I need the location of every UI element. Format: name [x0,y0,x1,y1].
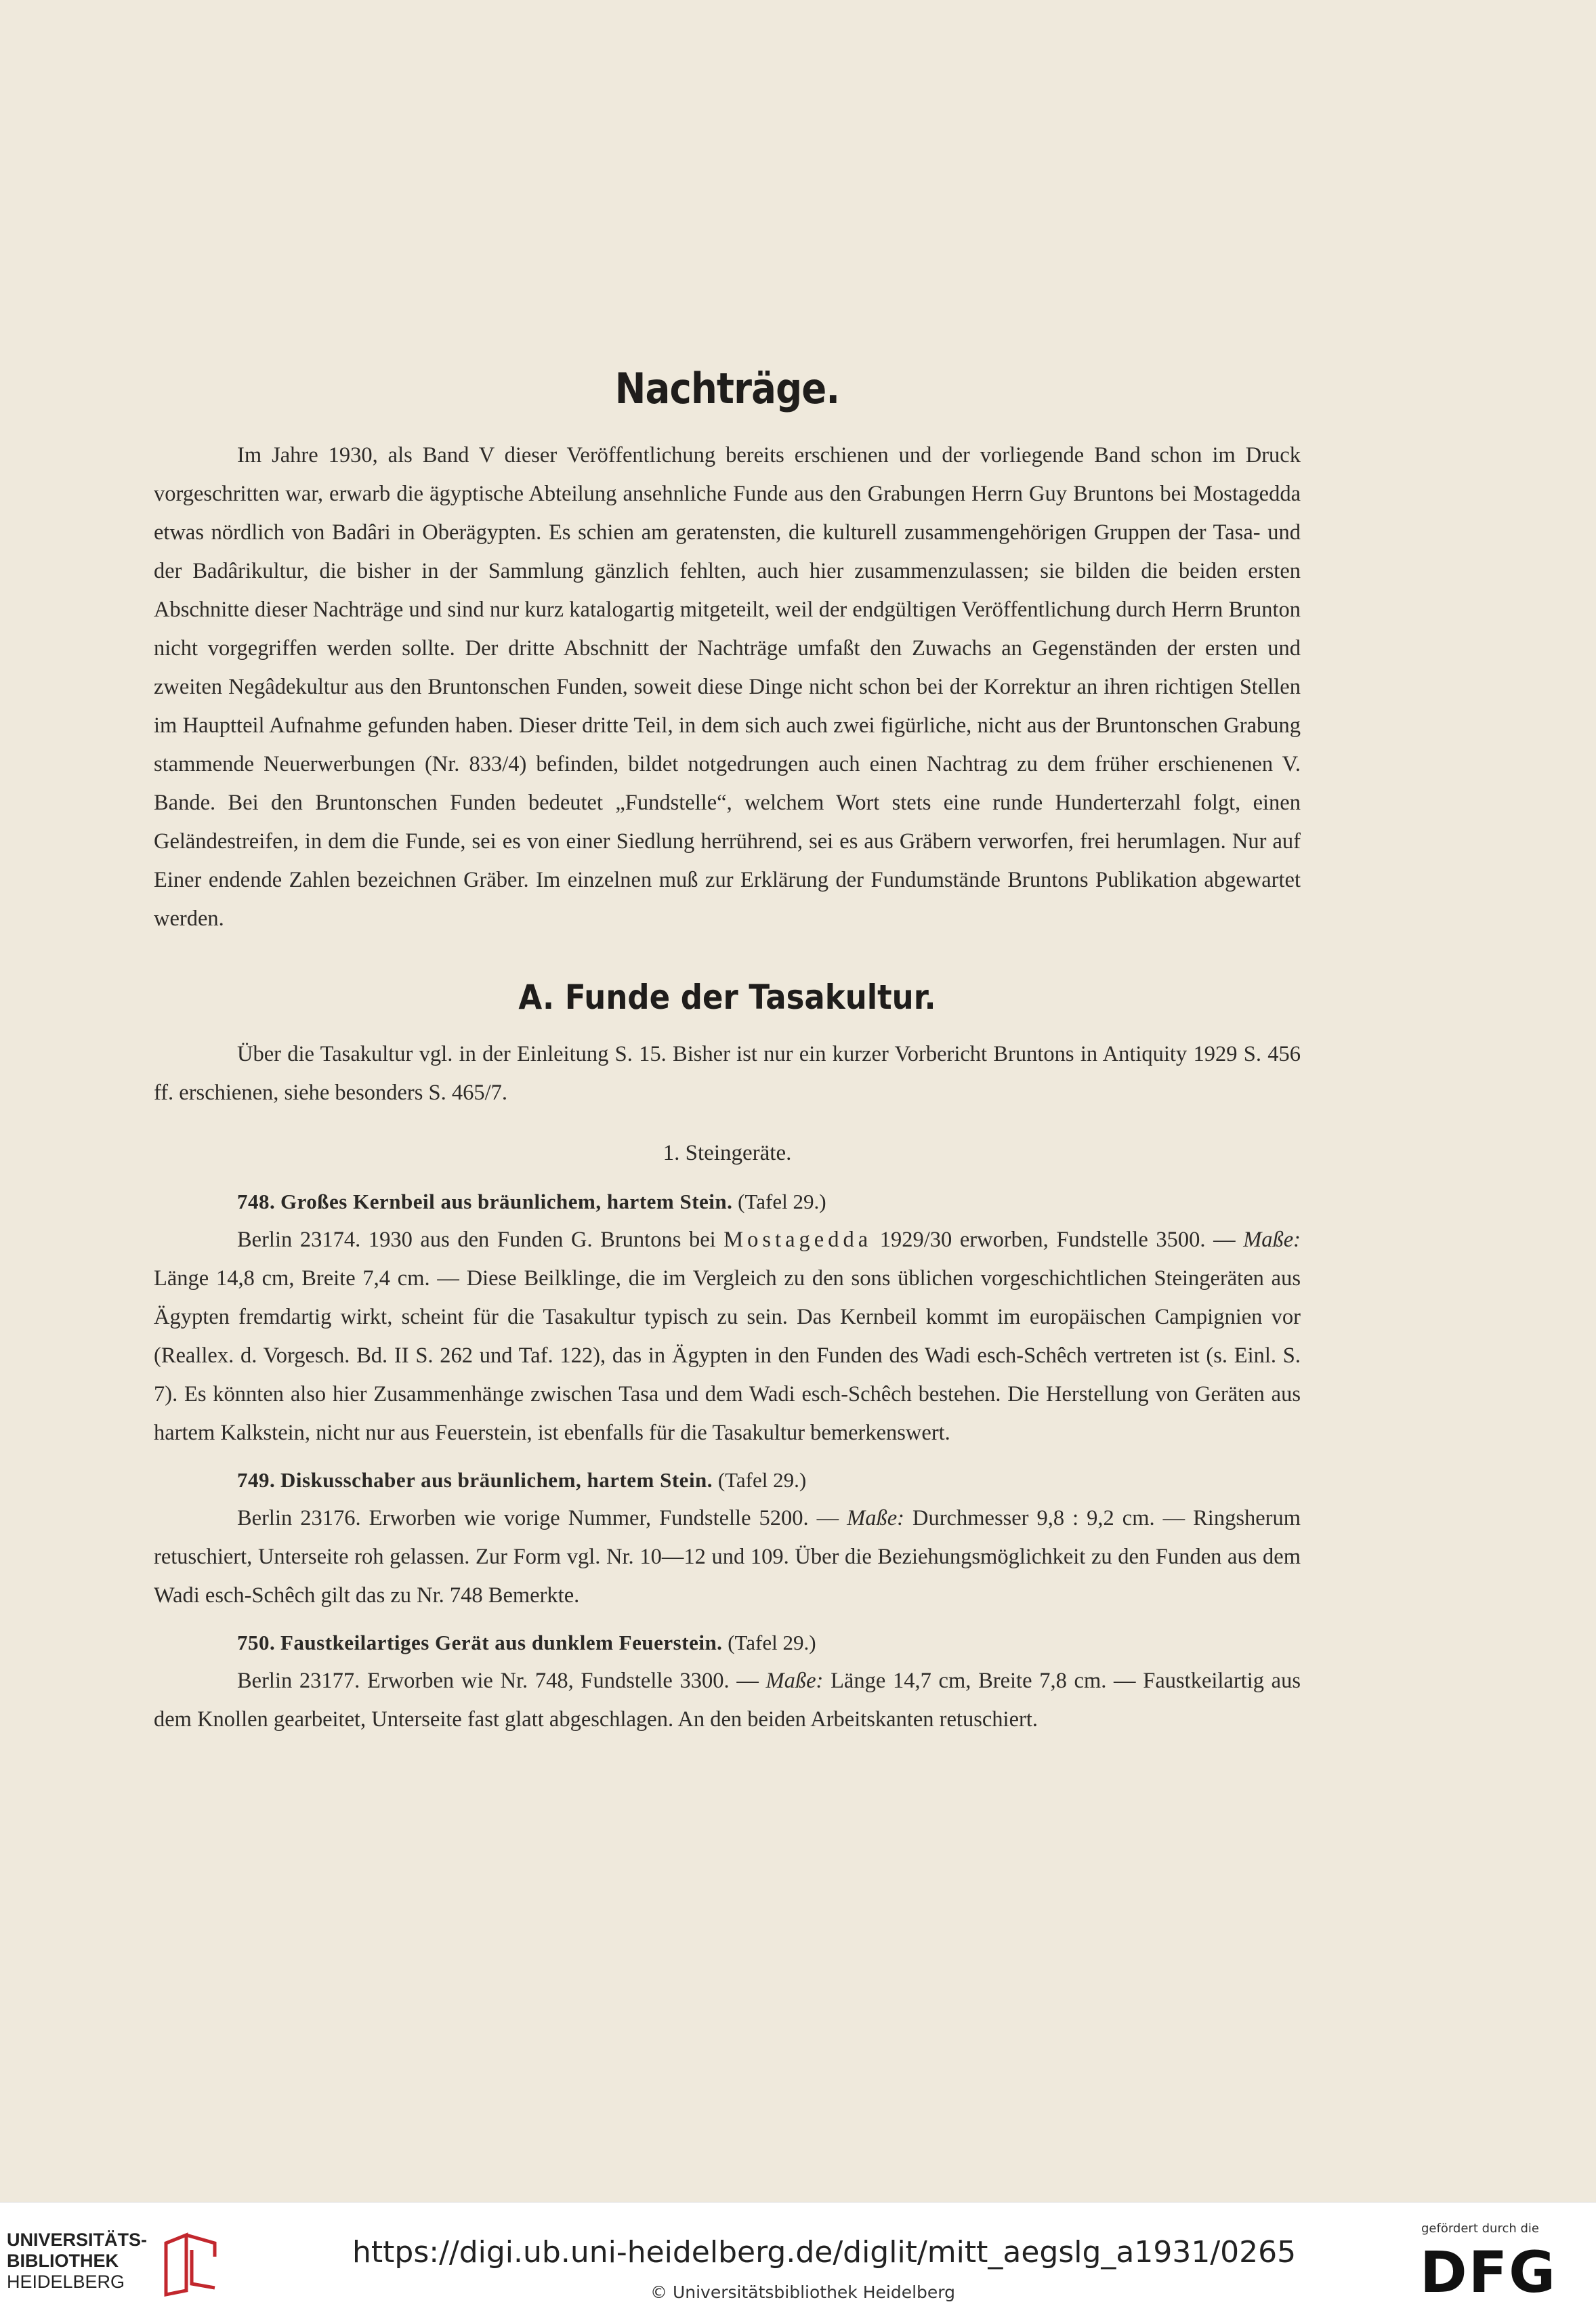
entry-plate: (Tafel 29.) [717,1468,807,1492]
entry-heading [237,1623,1301,1662]
entry-text [154,1221,1301,1453]
entry-title: Großes Kernbeil aus bräunlichem, hartem Stein. [280,1190,733,1214]
entry-masse-label: Maße: [847,1506,904,1531]
page-title: Nachträge. [614,364,840,413]
entry-number: 750. [237,1631,276,1655]
entry-number: 749. [237,1468,276,1492]
viewer-footer [0,2202,1596,2319]
entry-text-a: Berlin 23177. Erworben wie Nr. 748, Fundstelle 3300. — [237,1669,759,1694]
entry-text [154,1499,1301,1615]
dfg-logo-text: DFG [1420,2239,1557,2305]
entry-heading [237,1461,1301,1499]
subsection-heading: 1. Steingeräte. [663,1141,792,1166]
entry-text-a: Berlin 23176. Erworben wie vorige Nummer, Fundstelle 5200. — [237,1506,839,1531]
entry-plate: (Tafel 29.) [728,1631,816,1655]
intro-paragraph: Im Jahre 1930, als Band V dieser Veröffentlichung bereits erschienen und der vorliegende Band schon im Druck vorgeschritten war, erwarb die ägyptische Abteilung ansehnliche Funde aus den Grabungen Herrn Guy Bruntons bei Mostagedda etwas nördlich von Badâri in Oberägypten. Es schien am geratensten, die kulturell zusammengehörigen Gruppen der Tasa- und der Badârikultur, die bisher in der Sammlung gänzlich fehlten, auch hier zusammenzulassen; sie bilden die beiden ersten Abschnitte dieser Nachträge und sind nur kurz katalogartig mitgeteilt, weil der endgültigen Veröffentlichung durch Herrn Brunton nicht vorgegriffen werden sollte. Der dritte Abschnitt der Nachträge umfaßt den Zuwachs an Gegenständen der ersten und zweiten Negâdekultur aus den Bruntonschen Funden, soweit diese Dinge nicht schon bei der Korrektur an ihren richtigen Stellen im Hauptteil Aufnahme gefunden haben. Dieser dritte Teil, in dem sich auch zwei figürliche, nicht aus der Bruntonschen Grabung stammende Neuerwerbungen (Nr. 833/4) befinden, bildet notgedrungen auch einen Nachtrag zu dem früher erschienenen V. Bande. Bei den Bruntonschen Funden bedeutet „Fundstelle“, welchem Wort stets eine runde Hunderterzahl folgt, einen Geländestreifen, in dem die Funde, sei es von einer Siedlung herrührend, sei es aus Gräbern verworfen, frei herumlagen. Nur auf Einer endende Zahlen bezeichnen Gräber. Im einzelnen muß zur Erklärung der Fundumstände Bruntons Publikation abgewartet werden. [154,443,1301,932]
entry-text-c: Länge 14,8 cm, Breite 7,4 cm. — Diese Beilklinge, die im Vergleich zu den sons üblichen vorgeschichtlichen Steingeräten aus Ägypten fremdartig wirkt, scheint für die Tasakultur typisch zu sein. Das Kernbeil kommt im europäischen Campignien vor (Reallex. d. Vorgesch. Bd. II S. 262 und Taf. 122), das in Ägypten in den Funden des Wadi esch-Schêch vertreten ist (s. Einl. S. 7). Es könnten also hier Zusammenhänge zwischen Tasa und dem Wadi esch-Schêch bestehen. Die Herstellung von Geräten aus hartem Kalkstein, nicht nur aus Feuerstein, ist ebenfalls für die Tasakultur bemerkenswert. [154,1266,1301,1446]
section-a-intro: Über die Tasakultur vgl. in der Einleitung S. 15. Bisher ist nur ein kurzer Vorbericht Bruntons in Antiquity 1929 S. 456 ff. erschienen, siehe besonders S. 465/7. [154,1042,1301,1106]
permalink-url[interactable]: https://digi.ub.uni-heidelberg.de/diglit/mitt_aegslg_a1931/0265 [352,2235,1297,2270]
university-library-logo[interactable] [7,2230,230,2297]
funder-note: gefördert durch die [1421,2221,1539,2236]
entry-title: Diskusschaber aus bräunlichem, hartem Stein. [280,1468,713,1492]
entry-number: 748. [237,1190,276,1214]
entry-masse-label: Maße: [765,1669,824,1694]
entry-text-c: Durchmesser 9,8 : 9,2 cm. — Ringsherum retuschiert, Unterseite roh gelassen. Zur Form vgl. Nr. 10—12 und 109. Über die Beziehungsmöglichkeit zu den Funden aus dem Wadi esch-Schêch gilt das zu Nr. 748 Bemerkte. [154,1506,1301,1608]
section-a-title: A. Funde der Tasakultur. [518,978,936,1018]
library-name-line3: HEIDELBERG [7,2272,125,2292]
entry-masse-label: Maße: [1243,1228,1301,1253]
entry-text [154,1662,1301,1739]
entry-plate: (Tafel 29.) [738,1190,826,1214]
page-content [154,366,1301,1739]
library-name-line2: BIBLIOTHEK [7,2251,119,2271]
dfg-funder-logo[interactable] [1420,2221,1589,2316]
entry-place: Mostagedda [723,1228,873,1253]
entry-text-a: Berlin 23174. 1930 aus den Funden G. Bruntons bei [237,1228,716,1253]
library-emblem-icon [159,2230,222,2297]
copyright-notice: © Universitätsbibliothek Heidelberg [650,2282,956,2302]
library-name-line1: UNIVERSITÄTS- [7,2230,148,2250]
entry-text-c: Länge 14,7 cm, Breite 7,8 cm. — Faustkeilartig aus dem Knollen gearbeitet, Unterseite fast glatt abgeschlagen. An den beiden Arbeitskanten retuschiert. [154,1669,1301,1732]
entry-text-b: 1929/30 erworben, Fundstelle 3500. — [879,1228,1236,1253]
entry-title: Faustkeilartiges Gerät aus dunklem Feuerstein. [280,1631,723,1655]
entry-heading [237,1182,1301,1221]
